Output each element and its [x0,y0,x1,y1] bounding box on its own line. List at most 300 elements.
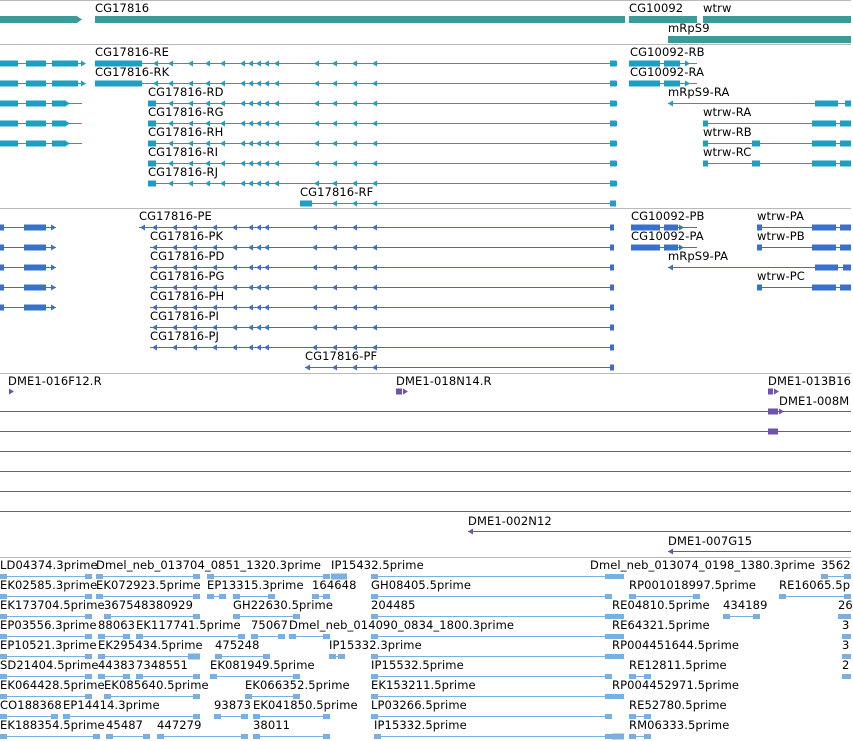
protein-label[interactable]: wtrw-PB [757,229,805,243]
est-label[interactable]: 475248 [215,638,260,652]
est-label[interactable]: Dmel_neb_013074_0198_1380.3prime [590,558,816,572]
exon-box [815,101,838,107]
exon-box [610,225,614,231]
exon-box [845,101,851,107]
strand-arrow [232,265,237,271]
exon-box [768,389,773,395]
strand-arrow [314,141,319,147]
strand-arrow [256,345,261,351]
strand-arrow [352,121,357,127]
est-label[interactable]: EK085640.5prime [104,678,209,692]
strand-arrow [9,389,14,395]
exon-box [253,734,260,739]
strand-arrow [372,305,377,311]
est-label[interactable]: 7348551 [136,658,188,672]
strand-arrow [264,161,269,167]
exon-box [0,81,18,87]
strand-arrow [240,161,245,167]
exon-box [93,734,100,739]
est-label[interactable]: RE12811.5prime [629,658,727,672]
strand-arrow [240,181,245,187]
est-label[interactable]: EK295434.5prime [98,638,203,652]
strand-arrow [372,101,377,107]
est-label[interactable]: EK188354.5prime [0,718,105,732]
strand-arrow [312,285,317,291]
clone-label[interactable]: DME1-008M [779,394,850,408]
exon-box [610,201,616,207]
exon-box [610,325,614,331]
exon-box [844,674,851,679]
strand-arrow [248,245,253,251]
exon-box [214,714,221,719]
strand-arrow [372,325,377,331]
exon-box [610,121,616,127]
est-label[interactable]: RE16065.5p [779,578,851,592]
exon-box [644,734,651,739]
exon-box [605,734,612,739]
exon-box [26,101,46,107]
strand-arrow [256,265,261,271]
strand-arrow [256,61,261,67]
est-label[interactable]: 3 [842,618,850,632]
exon-box [26,141,46,147]
strand-arrow [332,61,337,67]
strand-arrow [274,181,279,187]
strand-arrow [240,121,245,127]
transcript-label[interactable]: CG10092-RB [630,45,705,59]
exon-box [612,734,624,740]
est-label[interactable]: 93873 [214,698,252,712]
est-label[interactable]: CO188368 [0,698,62,712]
exon-box [0,61,18,67]
exon-box [26,61,46,67]
strand-arrow [240,101,245,107]
exon-box [779,594,786,599]
strand-arrow [248,121,253,127]
exon-box [24,225,46,231]
strand-arrow [65,121,70,127]
strand-arrow [372,225,377,231]
est-label[interactable]: 44383 [98,658,136,672]
gene-label[interactable]: mRpS9 [668,21,710,35]
est-label[interactable]: 367548380929 [104,598,193,612]
exon-box [752,161,760,167]
strand-arrow [314,101,319,107]
strand-arrow [248,161,253,167]
exon-box [210,674,217,679]
strand-arrow [352,141,357,147]
exon-box [24,245,46,251]
exon-box [812,161,836,167]
exon-box [753,614,760,619]
exon-box [812,285,836,291]
exon-box [24,285,46,291]
exon-box [0,265,4,271]
est-label[interactable]: GH22630.5prime [233,598,334,612]
strand-arrow [332,305,337,311]
strand-arrow [256,325,261,331]
strand-arrow [372,365,377,371]
est-label[interactable]: EP13315.3prime [207,578,304,592]
strand-arrow [332,101,337,107]
strand-arrow [264,81,269,87]
est-label[interactable]: RE04810.5prime [612,598,710,612]
protein-label[interactable]: CG17816-PF [305,349,378,363]
transcript-label[interactable]: CG17816-RJ [148,165,219,179]
strand-arrow [140,225,145,231]
exon-box [26,81,46,87]
exon-box [157,734,164,739]
strand-arrow [352,225,357,231]
strand-arrow [372,121,377,127]
exon-box [52,101,66,107]
strand-arrow [51,225,56,231]
exon-box [605,714,612,719]
exon-box [703,161,708,167]
strand-arrow [274,81,279,87]
exon-box [289,634,296,639]
strand-arrow [264,101,269,107]
strand-arrow [352,81,357,87]
exon-box [52,141,66,147]
exon-box [840,285,851,291]
strand-arrow [232,285,237,291]
transcript-label[interactable]: CG17816-RK [95,65,170,79]
strand-arrow [468,529,473,535]
gene-label[interactable]: CG10092 [629,1,684,15]
strand-arrow [188,181,193,187]
strand-arrow [256,245,261,251]
strand-arrow [264,285,269,291]
transcript-label[interactable]: wtrw-RB [703,125,752,139]
exon-box [52,121,66,127]
clone-label[interactable]: DME1-016F12.R [8,374,102,388]
strand-arrow [81,61,86,67]
strand-arrow [372,285,377,291]
exon-box [106,734,113,739]
protein-label[interactable]: CG17816-PG [150,269,225,283]
exon-box [329,654,336,659]
exon-box [610,81,616,87]
strand-arrow [274,161,279,167]
est-label[interactable]: EK117741.5prime [136,618,241,632]
exon-box [241,734,248,739]
est-label[interactable]: EK072923.5prime [96,578,201,592]
est-label[interactable]: EP10521.3prime [0,638,97,652]
est-label[interactable]: RP001018997.5prime [629,578,757,592]
strand-arrow [668,265,673,271]
strand-arrow [332,161,337,167]
exon-box [752,141,760,147]
exon-box [300,201,312,207]
strand-arrow [352,365,357,371]
est-label[interactable]: GH08405.5prime [371,578,472,592]
exon-box [610,365,614,371]
strand-arrow [332,285,337,291]
gene-label[interactable]: CG17816 [95,1,150,15]
est-label[interactable]: IP15532.5prime [371,658,464,672]
est-label[interactable]: EK153211.5prime [371,678,476,692]
est-label[interactable]: SD21404.5prime [0,658,99,672]
transcript-label[interactable]: CG17816-RD [148,85,224,99]
strand-arrow [212,345,217,351]
est-label[interactable]: Dmel_neb_013704_0851_1320.3prime [96,558,322,572]
transcript-label[interactable]: CG17816-RF [300,185,374,199]
strand-arrow [314,81,319,87]
transcript-label[interactable]: CG17816-RH [148,125,224,139]
strand-arrow [51,245,56,251]
exon-box [631,245,660,251]
exon-box [193,594,200,599]
strand-arrow [352,61,357,67]
exon-box [148,181,156,187]
exon-box [610,245,614,251]
transcript-label[interactable]: wtrw-RA [703,105,752,119]
strand-arrow [274,121,279,127]
clone-label[interactable]: DME1-007G15 [668,534,753,548]
clone-label[interactable]: DME1-018N14.R [396,374,492,388]
exon-box [95,16,625,23]
est-label[interactable]: EK173704.5prime [0,598,105,612]
strand-arrow [240,141,245,147]
strand-arrow [51,305,56,311]
strand-arrow [256,181,261,187]
est-label[interactable]: RE64321.5prime [612,618,710,632]
exon-box [610,345,614,351]
protein-label[interactable]: CG10092-PA [631,229,704,243]
strand-arrow [314,61,319,67]
exon-box [840,141,851,147]
exon-box [241,714,248,719]
est-label[interactable]: Dmel_neb_014090_0834_1800.3prime [289,618,515,632]
exon-box [812,141,836,147]
exon-box [668,36,851,43]
protein-label[interactable]: wtrw-PC [757,269,805,283]
strand-arrow [352,305,357,311]
strand-arrow [372,245,377,251]
est-label[interactable]: EK081949.5prime [210,658,315,672]
est-label[interactable]: 88063 [98,618,136,632]
strand-arrow [232,225,237,231]
strand-arrow [256,305,261,311]
strand-arrow [264,245,269,251]
strand-arrow [312,265,317,271]
strand-arrow [274,101,279,107]
strand-arrow [220,181,225,187]
est-label[interactable]: 45487 [106,718,144,732]
strand-arrow [312,245,317,251]
est-label[interactable]: RM06333.5prime [629,718,730,732]
exon-box [323,734,330,739]
exon-box [338,654,345,659]
strand-arrow [312,325,317,331]
est-label[interactable]: 204485 [371,598,416,612]
strand-arrow [779,409,784,415]
exon-box [843,265,851,271]
exon-box [610,61,616,67]
exon-box [188,654,200,660]
est-label[interactable]: EK041850.5prime [253,698,358,712]
protein-label[interactable]: mRpS9-PA [668,249,729,263]
strand-arrow [248,81,253,87]
exon-box [610,285,614,291]
exon-box [610,141,616,147]
exon-box [812,245,836,251]
exon-box [840,121,851,127]
est-label[interactable]: IP15332.3prime [329,638,422,652]
exon-box [840,245,851,251]
exon-box [193,694,200,699]
strand-arrow [256,141,261,147]
est-label[interactable]: RE52780.5prime [629,698,727,712]
exon-box [0,305,4,311]
strand-arrow [152,345,157,351]
est-label[interactable]: 434189 [723,598,768,612]
strand-arrow [264,345,269,351]
strand-arrow [352,201,357,207]
strand-arrow [332,265,337,271]
est-label[interactable]: IP15332.5prime [374,718,467,732]
clone-label[interactable]: DME1-013B16 [768,374,852,388]
est-label[interactable]: 447279 [157,718,202,732]
exon-box [0,245,4,251]
strand-arrow [372,265,377,271]
strand-arrow [248,61,253,67]
strand-arrow [232,325,237,331]
exon-box [840,161,851,167]
strand-arrow [332,121,337,127]
exon-box [757,245,762,251]
est-label[interactable]: IP15432.5prime [331,558,424,572]
strand-arrow [248,181,253,187]
exon-box [629,734,636,739]
strand-arrow [51,285,56,291]
strand-arrow [264,325,269,331]
est-label[interactable]: 26 [838,598,853,612]
strand-arrow [65,141,70,147]
strand-arrow [264,61,269,67]
exon-box [207,594,214,599]
strand-arrow [312,305,317,311]
est-label[interactable]: LD04374.3prime [0,558,98,572]
strand-arrow [274,141,279,147]
est-label[interactable]: LP03266.5prime [371,698,467,712]
est-label[interactable]: 3562 [821,558,851,572]
exon-box [812,121,836,127]
exon-box [605,674,612,679]
est-label[interactable]: EK02585.3prime [0,578,98,592]
strand-arrow [264,265,269,271]
protein-label[interactable]: CG17816-PK [150,229,224,243]
strand-arrow [332,325,337,331]
exon-box [605,634,612,639]
exon-box [0,16,76,23]
strand-arrow [248,285,253,291]
strand-arrow [332,141,337,147]
exon-box [278,634,285,639]
strand-arrow [352,325,357,331]
est-label[interactable]: 75067 [251,618,289,632]
est-label[interactable]: 2 [842,658,850,672]
exon-box [95,81,103,87]
strand-arrow [51,265,56,271]
strand-arrow [256,285,261,291]
strand-arrow [248,345,253,351]
strand-arrow [312,225,317,231]
exon-box [143,734,150,739]
est-label[interactable]: 38011 [253,718,291,732]
strand-arrow [264,141,269,147]
strand-arrow [220,161,225,167]
strand-arrow [205,61,210,67]
strand-arrow [240,61,245,67]
transcript-label[interactable]: CG17816-RI [148,145,219,159]
exon-box [840,225,851,231]
est-label[interactable]: RP004451644.5prime [612,638,740,652]
strand-arrow [220,61,225,67]
strand-arrow [248,265,253,271]
strand-arrow [668,549,673,555]
strand-arrow [332,201,337,207]
protein-label[interactable]: CG10092-PB [631,209,705,223]
strand-arrow [332,225,337,231]
strand-arrow [264,225,269,231]
strand-arrow [205,181,210,187]
protein-label[interactable]: wtrw-PA [757,209,804,223]
strand-arrow [248,305,253,311]
est-label[interactable]: EK064428.5prime [0,678,105,692]
transcript-label[interactable]: CG17816-RE [95,45,169,59]
exon-box [812,225,836,231]
protein-label[interactable]: CG17816-PE [139,209,212,223]
strand-arrow [314,161,319,167]
exon-box [0,225,4,231]
strand-arrow [305,365,310,371]
exon-box [605,694,612,699]
est-label[interactable]: EP03556.3prime [0,618,97,632]
gene-label[interactable]: wtrw [703,1,732,15]
clone-label[interactable]: DME1-002N12 [468,514,552,528]
exon-box [26,121,46,127]
est-label[interactable]: EP14414.3prime [63,698,160,712]
transcript-label[interactable]: CG10092-RA [630,65,705,79]
protein-label[interactable]: CG17816-PJ [150,329,220,343]
exon-box [396,389,402,395]
strand-arrow [81,81,86,87]
strand-arrow [232,345,237,351]
est-label[interactable]: 3 [842,638,850,652]
exon-box [815,265,838,271]
protein-label[interactable]: CG17816-PI [150,309,220,323]
strand-arrow [403,389,408,395]
est-label[interactable]: 164648 [312,578,357,592]
exon-box [617,694,624,699]
transcript-label[interactable]: CG17816-RG [148,105,224,119]
exon-box [374,734,381,739]
exon-box [610,101,616,107]
est-label[interactable]: RP004452971.5prime [612,678,740,692]
strand-arrow [232,305,237,311]
est-label[interactable]: EK066352.5prime [245,678,350,692]
exon-box [610,181,616,187]
protein-label[interactable]: CG17816-PD [150,249,225,263]
protein-label[interactable]: CG17816-PH [150,289,225,303]
transcript-label[interactable]: mRpS9-RA [668,85,730,99]
strand-arrow [352,161,357,167]
transcript-label[interactable]: wtrw-RC [703,145,752,159]
strand-arrow [372,201,377,207]
exon-box [52,81,78,87]
